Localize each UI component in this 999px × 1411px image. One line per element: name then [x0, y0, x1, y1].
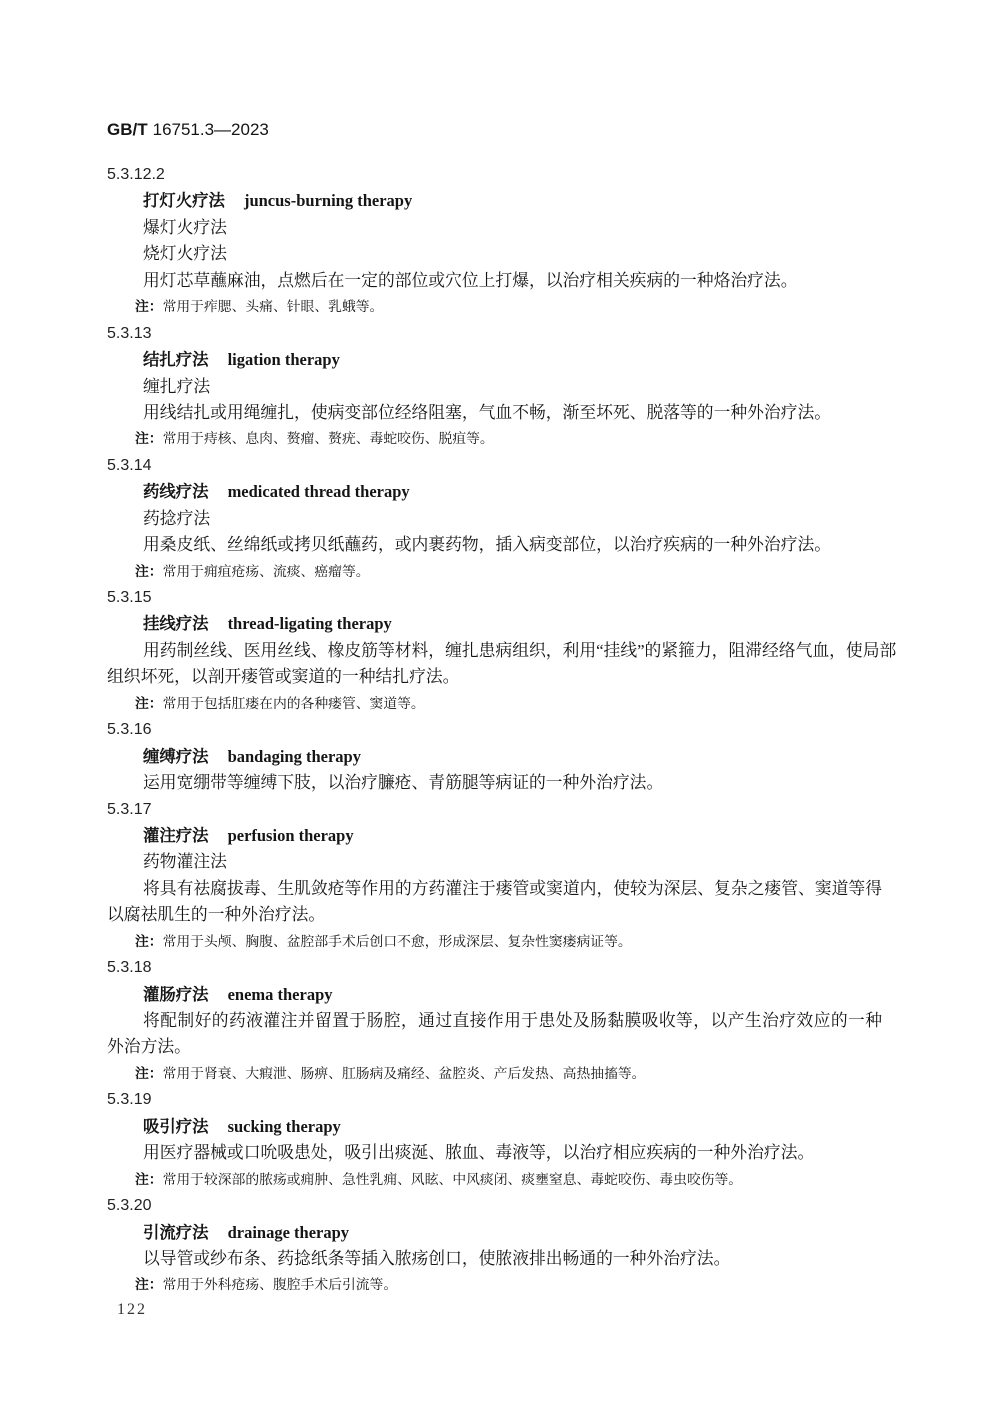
- note-line: [107, 294, 882, 320]
- note-line: [107, 559, 882, 585]
- term-english: bandaging therapy: [227, 746, 361, 766]
- clause-number: 5.3.20: [107, 1197, 152, 1215]
- note-label: 注：: [135, 431, 163, 448]
- page-number: 122: [117, 1301, 147, 1318]
- term-english: sucking therapy: [227, 1116, 341, 1136]
- note-line: [107, 691, 882, 717]
- synonym-term: 烧灯火疗法: [143, 244, 227, 264]
- synonym-term: 缠扎疗法: [143, 376, 211, 396]
- note-label: 注：: [135, 695, 163, 712]
- term-line: [107, 1220, 882, 1246]
- term-line: [107, 744, 882, 770]
- term-english: medicated thread therapy: [227, 482, 410, 502]
- note-line: [107, 1272, 882, 1298]
- clause-number: 5.3.15: [107, 589, 152, 606]
- standard-code-header: [107, 117, 269, 143]
- term-english: perfusion therapy: [227, 825, 354, 845]
- definition-line: 用桑皮纸、丝绵纸或拷贝纸蘸药，或内裹药物，插入病变部位，以治疗疾病的一种外治疗法。: [143, 535, 832, 555]
- note-text: 常用于痈疽疮疡、流痰、癌瘤等。: [162, 563, 370, 579]
- clause-number: 5.3.17: [107, 800, 152, 818]
- synonym-term: 爆灯火疗法: [143, 217, 227, 237]
- note-text: 常用于痄腮、头痛、针眼、乳蛾等。: [162, 299, 384, 315]
- term-chinese: 打灯火疗法: [143, 191, 225, 211]
- term-chinese: 吸引疗法: [143, 1116, 209, 1136]
- term-entry: [107, 453, 882, 585]
- definition-line: 用药制丝线、医用丝线、橡皮筋等材料，缠扎患病组织，利用“挂线”的紧箍力，阻滞经络气血，使局部: [143, 640, 897, 660]
- term-entry: [107, 1193, 882, 1299]
- term-line: [107, 1114, 882, 1140]
- term-chinese: 引流疗法: [143, 1222, 209, 1242]
- term-chinese: 缠缚疗法: [143, 746, 209, 766]
- term-entry: [107, 162, 882, 321]
- definition-line: 组织坏死，以剖开瘘管或窦道的一种结扎疗法。: [107, 667, 460, 687]
- term-line: [107, 611, 882, 637]
- term-chinese: 结扎疗法: [143, 350, 209, 370]
- term-entry: [107, 955, 882, 1087]
- note-label: 注：: [135, 563, 163, 580]
- definition-line: 以导管或纱布条、药捻纸条等插入脓疡创口，使脓液排出畅通的一种外治疗法。: [143, 1248, 731, 1268]
- synonym-term: 药物灌注法: [143, 852, 227, 872]
- clause-number: 5.3.14: [107, 456, 152, 474]
- note-label: 注：: [135, 1065, 163, 1082]
- note-label: 注：: [135, 1171, 163, 1188]
- definition-line: 以腐祛肌生的一种外治疗法。: [107, 905, 326, 925]
- term-line: [107, 188, 882, 214]
- clause-number: 5.3.12.2: [107, 166, 165, 183]
- note-text: 常用于包括肛瘘在内的各种瘘管、窦道等。: [162, 695, 425, 711]
- clause-number: 5.3.16: [107, 721, 152, 739]
- term-line: [107, 982, 882, 1008]
- definition-line: 将配制好的药液灌注并留置于肠腔，通过直接作用于患处及肠黏膜吸收等，以产生治疗效应的一种: [143, 1011, 882, 1030]
- term-entry: [107, 1087, 882, 1193]
- note-line: [107, 929, 882, 955]
- note-line: [107, 1167, 882, 1193]
- note-text: 常用于外科疮疡、腹腔手术后引流等。: [162, 1277, 398, 1293]
- note-text: 常用于头颅、胸腹、盆腔部手术后创口不愈，形成深层、复杂性窦瘘病证等。: [162, 933, 632, 949]
- note-line: [107, 1061, 882, 1087]
- term-line: [107, 479, 882, 505]
- definition-line: 运用宽绷带等缠缚下肢，以治疗臁疮、青筋腿等病证的一种外治疗法。: [143, 773, 664, 793]
- term-english: drainage therapy: [227, 1222, 350, 1242]
- note-label: 注：: [135, 299, 163, 316]
- definition-line: 用线结扎或用绳缠扎，使病变部位经络阻塞，气血不畅，渐至坏死、脱落等的一种外治疗法。: [143, 402, 832, 422]
- term-english: thread-ligating therapy: [227, 614, 392, 634]
- definition-line: 用医疗器械或口吮吸患处，吸引出痰涎、脓血、毒液等，以治疗相应疾病的一种外治疗法。: [143, 1143, 815, 1163]
- term-english: enema therapy: [227, 984, 333, 1004]
- term-chinese: 灌注疗法: [143, 825, 209, 845]
- term-chinese: 挂线疗法: [143, 614, 209, 634]
- term-english: juncus-burning therapy: [243, 191, 413, 211]
- term-chinese: 药线疗法: [143, 482, 209, 502]
- term-chinese: 灌肠疗法: [143, 984, 209, 1004]
- term-line: [107, 823, 882, 849]
- definition-line: 外治方法。: [107, 1037, 191, 1057]
- note-text: 常用于痔核、息肉、赘瘤、赘疣、毒蛇咬伤、脱疽等。: [162, 431, 494, 447]
- term-entries: [107, 162, 897, 1299]
- note-text: 常用于肾衰、大瘕泄、肠痹、肛肠病及痛经、盆腔炎、产后发热、高热抽搐等。: [162, 1065, 646, 1081]
- note-text: 常用于较深部的脓疡或痈肿、急性乳痈、风眩、中风痰闭、痰壅窒息、毒蛇咬伤、毒虫咬伤等。: [162, 1171, 743, 1187]
- note-label: 注：: [135, 1277, 163, 1294]
- term-entry: [107, 585, 897, 717]
- note-label: 注：: [135, 933, 163, 950]
- standard-code-number: 16751.3—2023: [152, 120, 269, 139]
- term-entry: [107, 321, 882, 453]
- clause-number: 5.3.19: [107, 1091, 152, 1109]
- term-entry: [107, 797, 882, 956]
- note-line: [107, 426, 882, 452]
- clause-number: 5.3.13: [107, 324, 152, 342]
- standard-code-prefix: GB/T: [107, 120, 148, 139]
- definition-line: 用灯芯草蘸麻油，点燃后在一定的部位或穴位上打爆，以治疗相关疾病的一种烙治疗法。: [143, 270, 798, 290]
- definition-line: 将具有祛腐拔毒、生肌敛疮等作用的方药灌注于瘘管或窦道内，使较为深层、复杂之瘘管、窦道等得: [143, 878, 882, 898]
- term-entry: [107, 717, 882, 796]
- synonym-term: 药捻疗法: [143, 508, 211, 528]
- clause-number: 5.3.18: [107, 959, 152, 977]
- term-line: [107, 347, 882, 373]
- term-english: ligation therapy: [227, 350, 340, 370]
